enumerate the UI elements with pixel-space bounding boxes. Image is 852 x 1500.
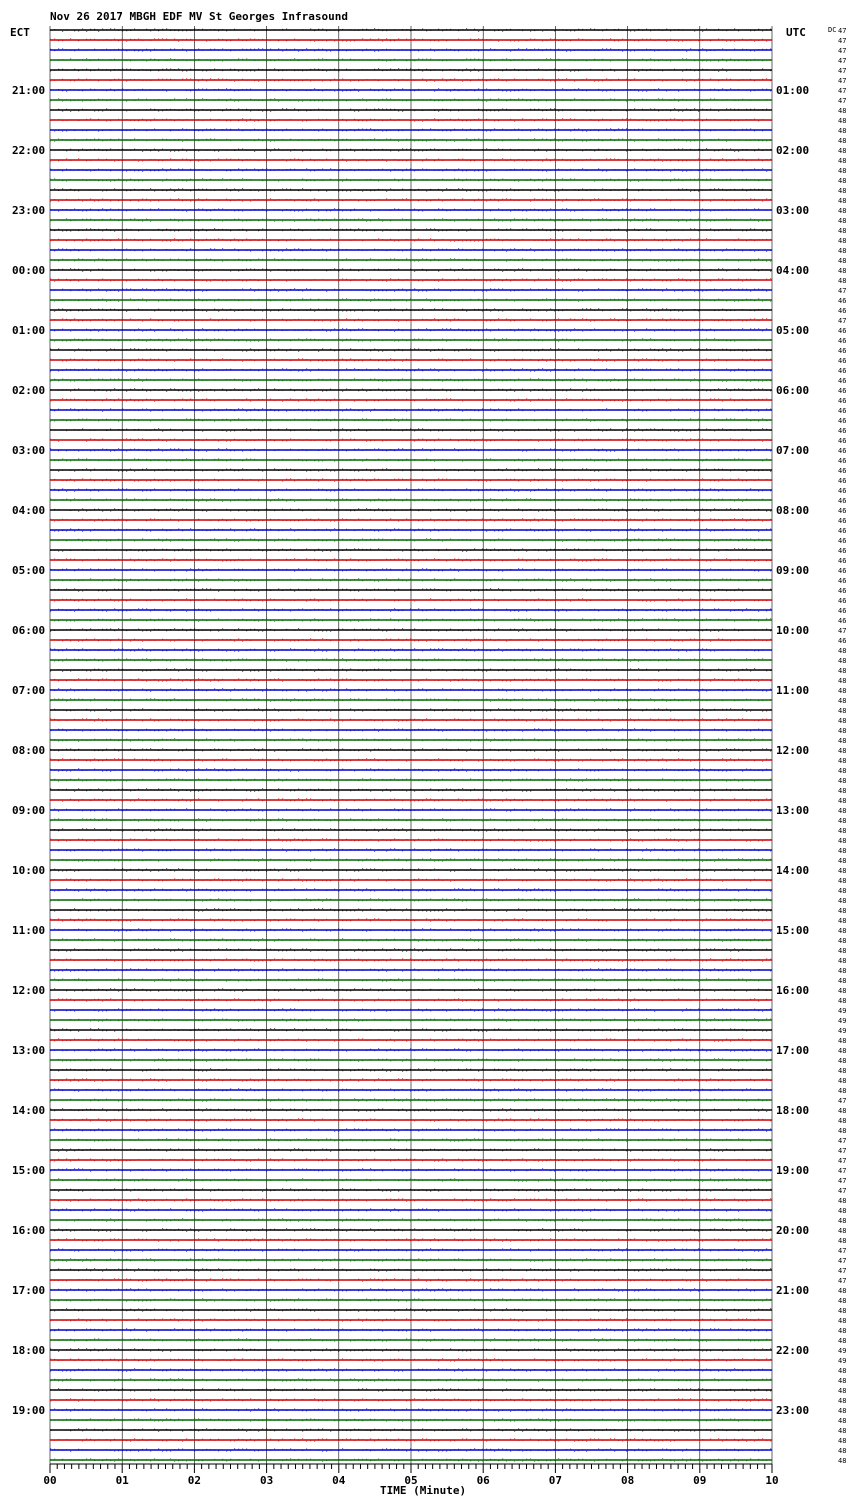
dc-offset-value: 48	[838, 1287, 847, 1295]
right-hour-label: 21:00	[776, 1284, 810, 1297]
dc-offset-value: 48	[838, 1217, 847, 1225]
dc-offset-value: 48	[838, 937, 847, 945]
right-hour-label: 02:00	[776, 144, 810, 157]
dc-offset-value: 48	[838, 837, 847, 845]
dc-offset-value: 47	[838, 47, 847, 55]
right-hour-label: 10:00	[776, 624, 810, 637]
dc-offset-value: 46	[838, 367, 847, 375]
dc-offset-value: 48	[838, 157, 847, 165]
x-tick-label: 00	[43, 1474, 57, 1487]
dc-offset-value: 48	[838, 677, 847, 685]
right-hour-label: 05:00	[776, 324, 810, 337]
dc-offset-value: 48	[838, 1077, 847, 1085]
dc-offset-value: 48	[838, 767, 847, 775]
dc-offset-value: 46	[838, 517, 847, 525]
dc-offset-value: 46	[838, 427, 847, 435]
right-hour-label: 23:00	[776, 1404, 810, 1417]
dc-offset-value: 48	[838, 1377, 847, 1385]
minute-gridlines	[50, 26, 772, 1464]
dc-offset-value: 48	[838, 127, 847, 135]
left-hour-label: 01:00	[12, 324, 46, 337]
dc-offset-value: 48	[838, 717, 847, 725]
plot-title: Nov 26 2017 MBGH EDF MV St Georges Infrasound	[50, 10, 349, 23]
left-hour-label: 15:00	[12, 1164, 46, 1177]
dc-offset-value: 48	[838, 1227, 847, 1235]
dc-offset-value: 47	[838, 1177, 847, 1185]
left-hour-label: 09:00	[12, 804, 46, 817]
dc-offset-value: 48	[838, 797, 847, 805]
left-hour-label: 14:00	[12, 1104, 46, 1117]
dc-offset-value: 46	[838, 337, 847, 345]
dc-label: DC	[828, 26, 837, 34]
trace-noise	[50, 599, 771, 602]
x-tick-label: 05	[404, 1474, 418, 1487]
left-hour-label: 02:00	[12, 384, 46, 397]
dc-offset-value: 46	[838, 397, 847, 405]
dc-offset-value: 46	[838, 417, 847, 425]
dc-offset-value: 48	[838, 1067, 847, 1075]
left-hour-label: 11:00	[12, 924, 46, 937]
dc-offset-value: 47	[838, 1277, 847, 1285]
dc-offset-value: 46	[838, 377, 847, 385]
dc-offset-value: 48	[838, 857, 847, 865]
dc-offset-value: 46	[838, 407, 847, 415]
dc-offset-value: 47	[838, 1137, 847, 1145]
dc-offset-value: 48	[838, 1047, 847, 1055]
dc-offset-value: 48	[838, 1037, 847, 1045]
dc-offset-value: 48	[838, 687, 847, 695]
dc-offset-value: 47	[838, 1147, 847, 1155]
dc-offset-value: 48	[838, 647, 847, 655]
x-tick-label: 02	[187, 1474, 202, 1487]
dc-offset-value: 48	[838, 247, 847, 255]
dc-offset-value: 46	[838, 597, 847, 605]
dc-offset-value: 48	[838, 1107, 847, 1115]
dc-offset-value: 48	[838, 667, 847, 675]
dc-offset-value: 48	[838, 787, 847, 795]
dc-offset-value: 47	[838, 1247, 847, 1255]
right-hour-label: 07:00	[776, 444, 810, 457]
dc-offset-value: 48	[838, 1397, 847, 1405]
x-tick-label: 08	[620, 1474, 635, 1487]
dc-offset-value: 48	[838, 1307, 847, 1315]
dc-offset-value: 48	[838, 1437, 847, 1445]
dc-offset-value: 49	[838, 1027, 847, 1035]
dc-offset-value: 48	[838, 927, 847, 935]
dc-offset-value: 48	[838, 807, 847, 815]
dc-offset-value: 46	[838, 547, 847, 555]
dc-offset-value: 49	[838, 1357, 847, 1365]
dc-offset-value: 46	[838, 447, 847, 455]
dc-offset-value: 46	[838, 437, 847, 445]
left-hour-label: 04:00	[12, 504, 46, 517]
right-hour-label: 17:00	[776, 1044, 810, 1057]
right-hour-label: 14:00	[776, 864, 810, 877]
dc-offset-value: 48	[838, 827, 847, 835]
right-hour-label: 08:00	[776, 504, 810, 517]
dc-offset-value: 48	[838, 977, 847, 985]
dc-offset-value: 47	[838, 67, 847, 75]
left-hour-label: 08:00	[12, 744, 46, 757]
dc-offset-value: 48	[838, 1057, 847, 1065]
left-timezone-label: ECT	[10, 26, 30, 39]
left-hour-label: 07:00	[12, 684, 46, 697]
dc-offset-value: 48	[838, 997, 847, 1005]
dc-offset-value: 48	[838, 107, 847, 115]
dc-offset-value: 47	[838, 1167, 847, 1175]
left-hour-label: 06:00	[12, 624, 46, 637]
dc-offset-value: 48	[838, 697, 847, 705]
left-hour-label: 19:00	[12, 1404, 46, 1417]
left-hour-label: 05:00	[12, 564, 46, 577]
dc-offset-value: 48	[838, 1327, 847, 1335]
dc-offset-value: 46	[838, 497, 847, 505]
dc-offset-value: 47	[838, 1157, 847, 1165]
dc-offset-value: 48	[838, 1407, 847, 1415]
dc-offset-value: 46	[838, 567, 847, 575]
dc-offset-value: 48	[838, 167, 847, 175]
x-tick-label: 06	[476, 1474, 490, 1487]
x-tick-label: 04	[332, 1474, 346, 1487]
dc-offset-value: 46	[838, 327, 847, 335]
dc-offset-value: 48	[838, 1127, 847, 1135]
left-hour-label: 21:00	[12, 84, 46, 97]
dc-offset-value: 48	[838, 257, 847, 265]
dc-offset-value: 48	[838, 1417, 847, 1425]
trace-noise	[50, 129, 771, 132]
right-hour-label: 01:00	[776, 84, 810, 97]
dc-offset-value: 48	[838, 177, 847, 185]
dc-offset-value: 46	[838, 387, 847, 395]
dc-offset-value: 48	[838, 777, 847, 785]
dc-offset-value: 47	[838, 37, 847, 45]
dc-offset-value: 48	[838, 197, 847, 205]
dc-offset-value: 46	[838, 487, 847, 495]
dc-offset-value: 48	[838, 877, 847, 885]
dc-offset-value: 46	[838, 617, 847, 625]
dc-offset-value: 47	[838, 287, 847, 295]
dc-offset-value: 46	[838, 297, 847, 305]
dc-offset-value: 48	[838, 187, 847, 195]
dc-offset-value: 47	[838, 27, 847, 35]
dc-offset-value: 49	[838, 1347, 847, 1355]
dc-offset-value: 48	[838, 137, 847, 145]
x-tick-label: 03	[259, 1474, 274, 1487]
dc-offset-value: 48	[838, 737, 847, 745]
dc-offset-value: 48	[838, 707, 847, 715]
dc-offset-value: 48	[838, 1447, 847, 1455]
dc-offset-value: 48	[838, 957, 847, 965]
dc-offset-value: 48	[838, 847, 847, 855]
dc-offset-value: 47	[838, 627, 847, 635]
dc-offset-value: 48	[838, 867, 847, 875]
left-hour-label: 16:00	[12, 1224, 46, 1237]
dc-offset-value: 48	[838, 1207, 847, 1215]
right-hour-label: 09:00	[776, 564, 810, 577]
dc-offset-value: 48	[838, 967, 847, 975]
dc-offset-value: 46	[838, 537, 847, 545]
dc-offset-value: 48	[838, 1337, 847, 1345]
right-timezone-label: UTC	[786, 26, 806, 39]
x-tick-label: 07	[548, 1474, 563, 1487]
dc-offset-value: 46	[838, 457, 847, 465]
left-hour-label: 22:00	[12, 144, 46, 157]
dc-offset-value: 48	[838, 237, 847, 245]
dc-offset-value: 47	[838, 1267, 847, 1275]
dc-offset-value: 48	[838, 897, 847, 905]
dc-offset-value: 48	[838, 147, 847, 155]
dc-offset-value: 48	[838, 1087, 847, 1095]
dc-offset-value: 47	[838, 1257, 847, 1265]
dc-offset-value: 48	[838, 1237, 847, 1245]
dc-offset-value: 47	[838, 97, 847, 105]
x-axis-label: TIME (Minute)	[380, 1484, 467, 1497]
right-hour-label: 03:00	[776, 204, 810, 217]
x-tick-label: 09	[693, 1474, 707, 1487]
dc-offset-value: 46	[838, 467, 847, 475]
dc-offset-value: 48	[838, 907, 847, 915]
dc-offset-value: 46	[838, 527, 847, 535]
dc-offset-value: 48	[838, 1197, 847, 1205]
dc-offset-value: 46	[838, 637, 847, 645]
dc-offset-value: 49	[838, 1007, 847, 1015]
dc-offset-value: 48	[838, 757, 847, 765]
dc-offset-value: 48	[838, 227, 847, 235]
dc-offset-value: 48	[838, 1387, 847, 1395]
dc-offset-value: 47	[838, 57, 847, 65]
right-hour-label: 12:00	[776, 744, 810, 757]
dc-offset-value: 48	[838, 277, 847, 285]
trace-noise	[50, 649, 771, 652]
right-hour-label: 20:00	[776, 1224, 810, 1237]
dc-offset-value: 46	[838, 577, 847, 585]
x-tick-label: 10	[765, 1474, 779, 1487]
right-hour-label: 04:00	[776, 264, 810, 277]
dc-offset-value: 48	[838, 117, 847, 125]
dc-offset-value: 48	[838, 987, 847, 995]
dc-offset-value: 46	[838, 307, 847, 315]
dc-offset-value: 46	[838, 357, 847, 365]
dc-offset-value: 48	[838, 817, 847, 825]
right-hour-label: 15:00	[776, 924, 810, 937]
dc-offset-value: 46	[838, 557, 847, 565]
x-tick-label: 01	[115, 1474, 129, 1487]
dc-offset-column	[838, 27, 846, 1465]
left-hour-label: 13:00	[12, 1044, 46, 1057]
dc-offset-value: 47	[838, 87, 847, 95]
dc-offset-value: 46	[838, 347, 847, 355]
dc-offset-value: 48	[838, 727, 847, 735]
dc-offset-value: 48	[838, 1367, 847, 1375]
dc-offset-value: 48	[838, 887, 847, 895]
right-hour-labels	[776, 84, 809, 1417]
dc-offset-value: 48	[838, 657, 847, 665]
right-hour-label: 06:00	[776, 384, 810, 397]
dc-offset-value: 46	[838, 587, 847, 595]
trace-noise	[50, 839, 771, 842]
right-hour-label: 13:00	[776, 804, 810, 817]
dc-offset-value: 47	[838, 77, 847, 85]
right-hour-label: 19:00	[776, 1164, 810, 1177]
right-hour-label: 11:00	[776, 684, 810, 697]
left-hour-label: 17:00	[12, 1284, 46, 1297]
left-hour-label: 10:00	[12, 864, 46, 877]
dc-offset-value: 46	[838, 607, 847, 615]
dc-offset-value: 48	[838, 217, 847, 225]
dc-offset-value: 47	[838, 317, 847, 325]
dc-offset-value: 48	[838, 1297, 847, 1305]
left-hour-label: 00:00	[12, 264, 46, 277]
left-hour-labels	[12, 84, 45, 1417]
dc-offset-value: 48	[838, 917, 847, 925]
dc-offset-value: 48	[838, 207, 847, 215]
trace-noise	[50, 419, 771, 422]
dc-offset-value: 48	[838, 947, 847, 955]
dc-offset-value: 47	[838, 1097, 847, 1105]
dc-offset-value: 47	[838, 1187, 847, 1195]
dc-offset-value: 48	[838, 747, 847, 755]
left-hour-label: 03:00	[12, 444, 46, 457]
dc-offset-value: 46	[838, 477, 847, 485]
trace-noise	[50, 499, 771, 502]
right-hour-label: 16:00	[776, 984, 810, 997]
dc-offset-value: 48	[838, 1117, 847, 1125]
dc-offset-value: 49	[838, 1017, 847, 1025]
x-axis	[43, 1464, 778, 1487]
dc-offset-value: 48	[838, 1317, 847, 1325]
dc-offset-value: 46	[838, 507, 847, 515]
dc-offset-value: 48	[838, 1457, 847, 1465]
right-hour-label: 18:00	[776, 1104, 810, 1117]
left-hour-label: 12:00	[12, 984, 46, 997]
dc-offset-value: 48	[838, 1427, 847, 1435]
left-hour-label: 23:00	[12, 204, 46, 217]
left-hour-label: 18:00	[12, 1344, 46, 1357]
dc-offset-value: 48	[838, 267, 847, 275]
right-hour-label: 22:00	[776, 1344, 810, 1357]
